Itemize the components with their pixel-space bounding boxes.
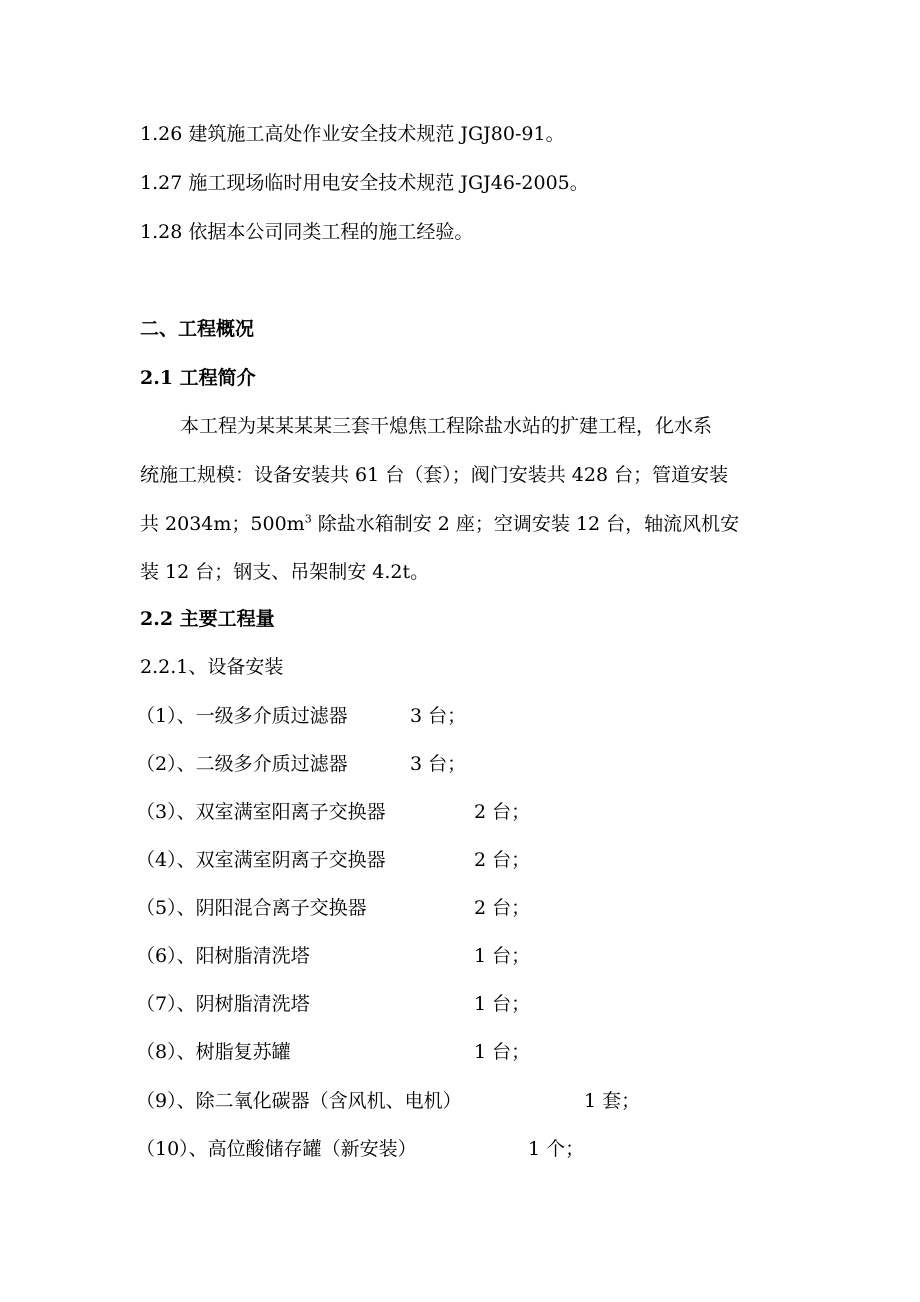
intro-line-4: 装 12 台；钢支、吊架制安 4.2t。 [140, 561, 430, 583]
section-title: 二、工程概况 [140, 318, 255, 340]
subsection-title-2-2-1: 2.2.1、设备安装 [140, 656, 284, 678]
equipment-quantity: 1 台； [474, 945, 531, 967]
reference-1-28: 1.28 依据本公司同类工程的施工经验。 [140, 221, 474, 243]
reference-1-27: 1.27 施工现场临时用电安全技术规范 JGJ46-2005。 [140, 172, 589, 194]
equipment-quantity: 2 台； [474, 849, 531, 871]
equipment-quantity: 1 台； [474, 993, 531, 1015]
subsection-title-2-1: 2.1 工程简介 [140, 367, 256, 389]
equipment-item: （8）、树脂复苏罐 [136, 1041, 291, 1063]
intro-line-3 [140, 511, 739, 537]
equipment-quantity: 3 台； [410, 705, 467, 727]
equipment-item: （3）、双室满室阳离子交换器 [136, 801, 386, 823]
equipment-quantity: 1 台； [474, 1041, 531, 1063]
reference-1-26: 1.26 建筑施工高处作业安全技术规范 JGJ80-91。 [140, 123, 565, 145]
equipment-item: （1）、一级多介质过滤器 [136, 705, 348, 727]
intro-line-2: 统施工规模：设备安装共 61 台（套）；阀门安装共 428 台；管道安装 [140, 464, 729, 486]
equipment-quantity: 2 台； [474, 801, 531, 823]
cubic-superscript: 3 [304, 512, 312, 526]
equipment-item: （2）、二级多介质过滤器 [136, 753, 348, 775]
equipment-item: （10）、高位酸储存罐（新安装） [136, 1138, 417, 1160]
equipment-quantity: 1 套； [584, 1090, 641, 1112]
subsection-title-2-2: 2.2 主要工程量 [140, 608, 275, 630]
equipment-quantity: 2 台； [474, 897, 531, 919]
equipment-quantity: 3 台； [410, 753, 467, 775]
equipment-item: （5）、阴阳混合离子交换器 [136, 897, 367, 919]
intro-line-3-part-b: 除盐水箱制安 2 座；空调安装 12 台，轴流风机安 [311, 513, 740, 535]
equipment-item: （7）、阴树脂清洗塔 [136, 993, 310, 1015]
intro-line-3-part-a: 共 2034m；500m [140, 513, 305, 535]
intro-line-1: 本工程为某某某某三套干熄焦工程除盐水站的扩建工程，化水系 [180, 415, 713, 437]
equipment-item: （4）、双室满室阴离子交换器 [136, 849, 386, 871]
equipment-quantity: 1 个； [528, 1138, 585, 1160]
equipment-item: （6）、阳树脂清洗塔 [136, 945, 310, 967]
equipment-item: （9）、除二氧化碳器（含风机、电机） [136, 1090, 462, 1112]
